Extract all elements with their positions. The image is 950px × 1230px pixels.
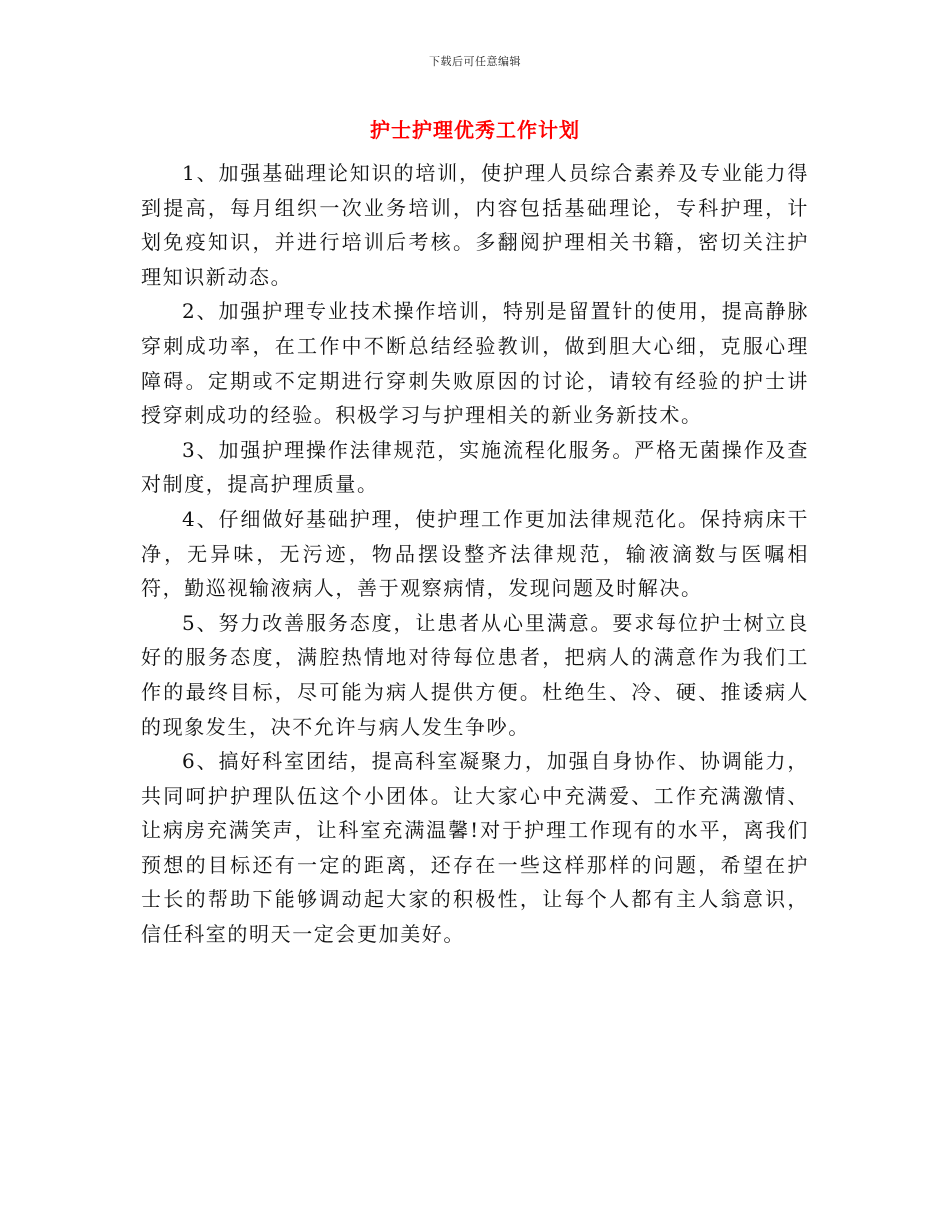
paragraph-1: 1、加强基础理论知识的培训，使护理人员综合素养及专业能力得到提高，每月组织一次业务培训，内容包括基础理论，专科护理，计划免疫知识，并进行培训后考核。多翻阅护理相关书籍，密切关注护理知识新动态。 — [141, 161, 809, 289]
document-body — [141, 156, 809, 952]
paragraph-3: 3、加强护理操作法律规范，实施流程化服务。严格无菌操作及查对制度，提高护理质量。 — [141, 437, 809, 497]
paragraph-6: 6、搞好科室团结，提高科室凝聚力，加强自身协作、协调能力，共同呵护护理队伍这个小团体。让大家心中充满爱、工作充满激情、让病房充满笑声，让科室充满温馨!对于护理工作现有的水平，离我们预想的目标还有一定的距离，还存在一些这样那样的问题，希望在护士长的帮助下能够调动起大家的积极性，让每个人都有主人翁意识，信任科室的明天一定会更加美好。 — [141, 749, 809, 947]
paragraph-2: 2、加强护理专业技术操作培训，特别是留置针的使用，提高静脉穿刺成功率，在工作中不断总结经验教训，做到胆大心细，克服心理障碍。定期或不定期进行穿刺失败原因的讨论，请较有经验的护士讲授穿刺成功的经验。积极学习与护理相关的新业务新技术。 — [141, 299, 809, 428]
document-title: 护士护理优秀工作计划 — [370, 118, 580, 142]
paragraph-5: 5、努力改善服务态度，让患者从心里满意。要求每位护士树立良好的服务态度，满腔热情地对待每位患者，把病人的满意作为我们工作的最终目标，尽可能为病人提供方便。杜绝生、冷、硬、推诿病人的现象发生，决不允许与病人发生争吵。 — [141, 610, 809, 739]
paragraph-4: 4、仔细做好基础护理，使护理工作更加法律规范化。保持病床干净，无异味，无污迹，物品摆设整齐法律规范，输液滴数与医嘱相符，勤巡视输液病人，善于观察病情，发现问题及时解决。 — [141, 506, 809, 601]
header-note: 下载后可任意编辑 — [429, 55, 521, 68]
